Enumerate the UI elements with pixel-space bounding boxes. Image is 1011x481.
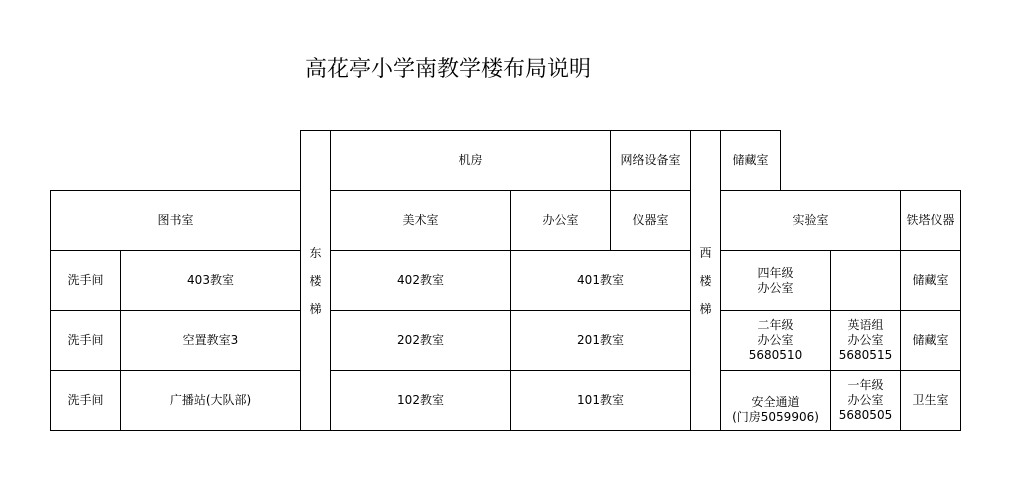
room-library — [50, 190, 301, 251]
stairs-label: 西楼梯 — [699, 245, 712, 316]
room-class-401 — [510, 250, 691, 311]
room-label: 403教室 — [187, 273, 234, 287]
room-label: 储藏室 — [732, 153, 769, 167]
room-storage — [900, 310, 961, 371]
room-class-101 — [510, 370, 691, 431]
room-class-102 — [330, 370, 511, 431]
room-label: 网络设备室 — [620, 153, 681, 167]
room-class-201 — [510, 310, 691, 371]
room-label: 空置教室3 — [182, 333, 239, 347]
room-label: 401教室 — [577, 273, 624, 287]
room-label: 洗手间 — [67, 393, 104, 407]
room-label: 201教室 — [577, 333, 624, 347]
west-stairs — [690, 130, 721, 431]
room-instrument — [610, 190, 691, 251]
room-label: 101教室 — [577, 393, 624, 407]
room-label: 卫生室 — [912, 393, 949, 407]
room-label: 安全通道 (门房5059906) — [732, 394, 819, 424]
room-label: 铁塔仪器 — [906, 213, 955, 227]
safety-exit — [720, 370, 831, 431]
room-label: 402教室 — [397, 273, 444, 287]
room-label: 储藏室 — [912, 273, 949, 287]
room-art — [330, 190, 511, 251]
room-class-402 — [330, 250, 511, 311]
room-computer — [330, 130, 611, 191]
room-grade4-office — [720, 250, 831, 311]
room-empty-class — [120, 310, 301, 371]
room-label: 洗手间 — [67, 333, 104, 347]
room-clinic — [900, 370, 961, 431]
room-label: 一年级 办公室 5680505 — [838, 378, 893, 422]
east-stairs — [300, 130, 331, 431]
room-tower-instruments — [900, 190, 961, 251]
room-label: 储藏室 — [912, 333, 949, 347]
room-label: 实验室 — [792, 213, 829, 227]
room-label: 洗手间 — [67, 273, 104, 287]
room-storage-top — [720, 130, 781, 191]
room-label: 二年级 办公室 5680510 — [748, 318, 803, 362]
room-label: 机房 — [458, 153, 483, 167]
room-label: 图书室 — [157, 213, 194, 227]
room-broadcast — [120, 370, 301, 431]
room-label: 102教室 — [397, 393, 444, 407]
room-washroom — [50, 310, 121, 371]
room-blank — [830, 250, 901, 311]
room-office — [510, 190, 611, 251]
room-label: 四年级 办公室 — [757, 265, 794, 295]
room-grade1-office — [830, 370, 901, 431]
room-class-403 — [120, 250, 301, 311]
room-network — [610, 130, 691, 191]
room-storage — [900, 250, 961, 311]
page-title: 高花亭小学南教学楼布局说明 — [305, 57, 592, 82]
stairs-label: 东楼梯 — [309, 245, 322, 316]
room-label: 仪器室 — [632, 213, 669, 227]
room-label: 广播站(大队部) — [169, 393, 252, 407]
room-class-202 — [330, 310, 511, 371]
room-washroom — [50, 370, 121, 431]
room-lab — [720, 190, 901, 251]
room-label: 英语组 办公室 5680515 — [838, 318, 893, 362]
room-label: 办公室 — [542, 213, 579, 227]
room-grade2-office — [720, 310, 831, 371]
room-label: 202教室 — [397, 333, 444, 347]
room-english-office — [830, 310, 901, 371]
room-washroom — [50, 250, 121, 311]
room-label: 美术室 — [402, 213, 439, 227]
